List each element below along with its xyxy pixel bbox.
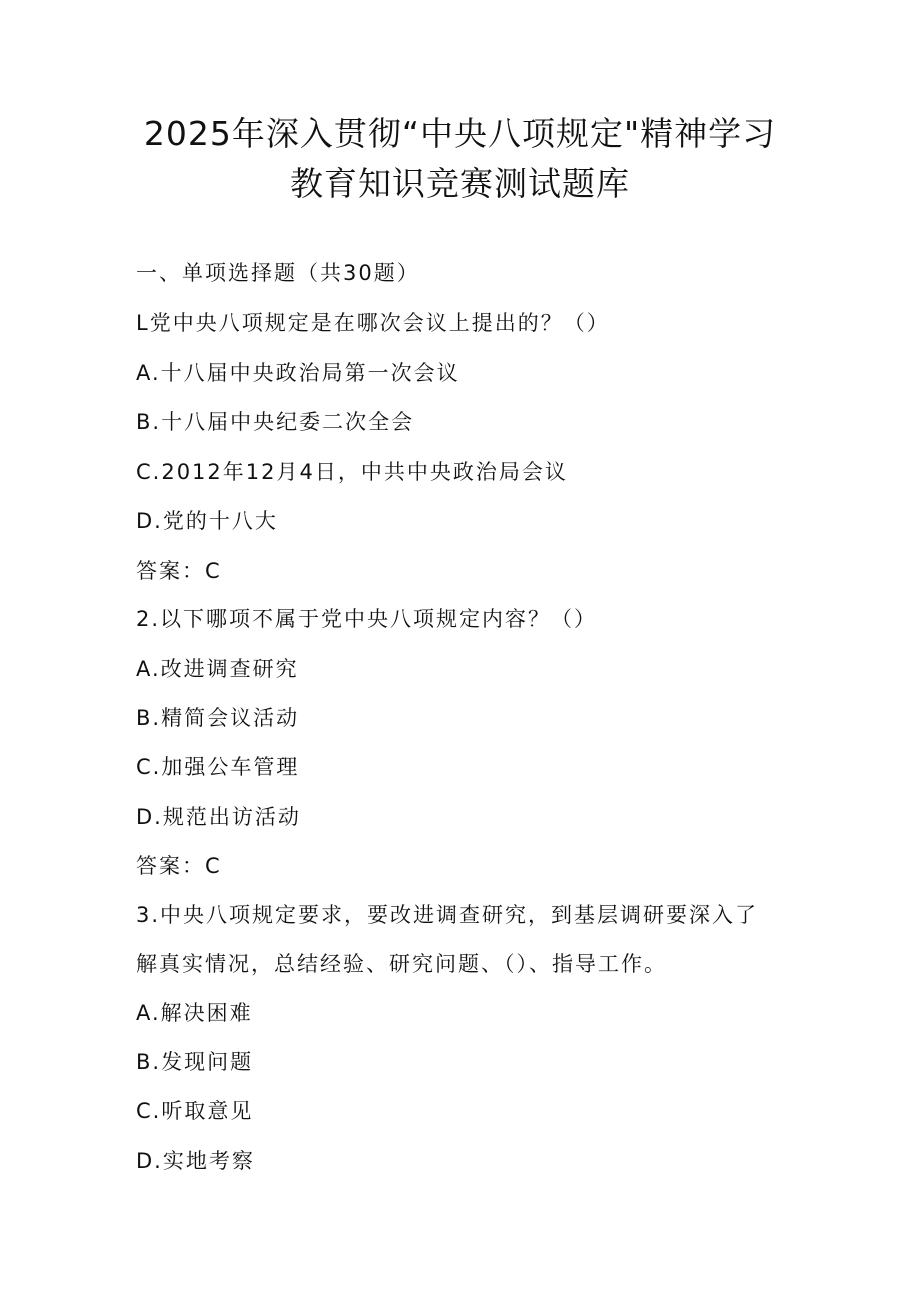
question-1-option-d: D.党的十八大 <box>136 509 278 533</box>
question-1-option-a: A.十八届中央政治局第一次会议 <box>136 361 460 385</box>
question-2-answer: 答案：C <box>136 854 222 878</box>
question-2-option-d: D.规范出访活动 <box>136 805 301 829</box>
question-1-option-b: B.十八届中央纪委二次全会 <box>136 410 415 434</box>
question-1-stem: L党中央八项规定是在哪次会议上提出的？（） <box>136 311 610 335</box>
document-title-line-1: 2025年深入贯彻“中央八项规定"精神学习 <box>143 114 777 153</box>
question-1-answer: 答案：C <box>136 559 222 583</box>
question-3-option-a: A.解决困难 <box>136 1001 253 1025</box>
document-title-line-2: 教育知识竞赛测试题库 <box>290 164 630 203</box>
question-3-stem-line-2: 解真实情况，总结经验、研究问题、（）、指导工作。 <box>136 952 667 976</box>
question-3-stem-line-1: 3.中央八项规定要求，要改进调查研究，到基层调研要深入了 <box>136 903 759 927</box>
question-2-stem: 2.以下哪项不属于党中央八项规定内容？（） <box>136 607 598 631</box>
question-2-option-b: B.精简会议活动 <box>136 706 300 730</box>
question-2-option-a: A.改进调查研究 <box>136 657 299 681</box>
question-3-option-c: C.听取意见 <box>136 1099 254 1123</box>
question-1-option-c: C.2012年12月4日，中共中央政治局会议 <box>136 460 568 484</box>
question-3-option-b: B.发现问题 <box>136 1050 254 1074</box>
question-3-option-d: D.实地考察 <box>136 1149 255 1173</box>
question-2-option-c: C.加强公车管理 <box>136 755 300 779</box>
section-heading: 一、单项选择题（共30题） <box>136 261 420 285</box>
